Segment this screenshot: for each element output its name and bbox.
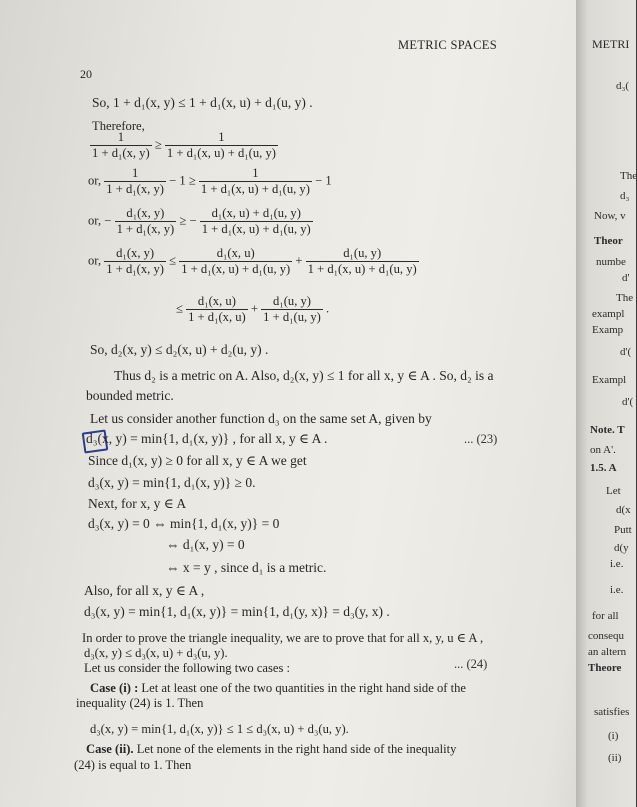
adjacent-line: d₃ — [620, 190, 630, 202]
adjacent-line: Now, v — [594, 210, 626, 222]
numerator: d₁(x, y) — [116, 246, 155, 260]
case-label: Case (i) : — [90, 681, 139, 695]
equation-line: ⇔ x = y , since d₁ is a metric. — [166, 560, 327, 575]
adjacent-line: d₃( — [616, 80, 629, 92]
adjacent-line: 1.5. A — [590, 462, 617, 474]
equation-tag: ... (23) — [464, 432, 498, 446]
equation-line: So, 1 + d₁(x, y) ≤ 1 + d₁(x, u) + d₁(u, y) . — [92, 95, 313, 110]
case-text: Let at least one of the two quantities in the right hand side of the — [141, 681, 466, 695]
adjacent-line: Exampl — [592, 374, 627, 386]
denominator: 1 + d₁(x, u) + d₁(u, y) — [200, 182, 310, 196]
denominator: 1 + d₁(x, u) + d₁(u, y) — [181, 262, 291, 276]
numerator: d₁(x, y) — [126, 206, 165, 220]
relation: ≤ — [176, 301, 183, 316]
text-line: Also, for all x, y ∈ A , — [84, 583, 205, 598]
adjacent-line: d'( — [622, 396, 634, 408]
adjacent-line: Theor — [594, 235, 623, 247]
plus: + — [250, 301, 259, 316]
equation-line: So, d₂(x, y) ≤ d₂(x, u) + d₂(u, y) . — [90, 342, 269, 357]
running-header: METRIC SPACES — [398, 38, 497, 52]
adjacent-line: (i) — [608, 730, 619, 742]
adjacent-line: Examp — [592, 324, 624, 336]
equation-line: d₃(x, y) = min{1, d₁(x, y)} ≥ 0. — [88, 475, 256, 490]
adjacent-line: d(x — [616, 504, 631, 516]
adjacent-line: on A'. — [590, 444, 616, 456]
numerator: d₁(u, y) — [273, 294, 311, 308]
adjacent-line: i.e. — [610, 558, 624, 570]
adjacent-page — [576, 0, 636, 807]
numerator: 1 — [218, 130, 225, 144]
equation-line — [88, 246, 419, 277]
denominator: 1 + d₁(x, u) + d₁(u, y) — [307, 262, 417, 276]
suffix: − 1 — [315, 173, 332, 188]
adjacent-line: d' — [622, 272, 630, 284]
adjacent-line: Putt — [614, 524, 632, 536]
equation-line — [176, 294, 329, 325]
period: . — [326, 301, 330, 316]
adjacent-line: Let — [606, 485, 621, 497]
equation-line: d₃(x, y) = 0 ⇔ min{1, d₁(x, y)} = 0 — [88, 516, 280, 531]
sign: − — [104, 213, 112, 228]
adjacent-line: an altern — [588, 646, 627, 658]
case-label: Case (ii). — [86, 742, 134, 756]
page-number: 20 — [80, 67, 92, 81]
text-line: Therefore, — [92, 119, 145, 133]
adjacent-line: d(y — [614, 542, 629, 554]
text-line: (24) is equal to 1. Then — [74, 758, 192, 772]
numerator: 1 — [252, 166, 259, 180]
numerator: d₁(x, u) — [197, 294, 236, 308]
adjacent-line: The — [616, 292, 634, 304]
text-line: In order to prove the triangle inequality, we are to prove that for all x, y, u ∈ A , — [82, 631, 484, 645]
adjacent-line: consequ — [588, 630, 625, 642]
denominator: 1 + d₁(x, y) — [116, 222, 175, 236]
numerator: d₁(u, y) — [343, 246, 382, 260]
numerator: d₁(x, u) — [216, 246, 255, 260]
plus: + — [295, 253, 303, 268]
denominator: 1 + d₁(x, u) + d₁(u, y) — [201, 222, 311, 236]
denominator: 1 + d₁(u, y) — [263, 310, 321, 324]
text-line: Let us consider the following two cases : — [84, 661, 291, 675]
adjacent-line: numbe — [596, 256, 626, 268]
adjacent-line: Note. T — [590, 424, 625, 436]
equation-line: d₃(x, y) = min{1, d₁(x, y)} ≤ 1 ≤ d₃(x, u) + d₃(u, y). — [90, 722, 349, 736]
relation: − 1 ≥ — [169, 173, 196, 188]
prefix: or, — [88, 253, 102, 268]
denominator: 1 + d₁(x, y) — [106, 262, 164, 276]
equation-line: ⇔ d₁(x, y) = 0 — [166, 537, 245, 552]
denominator: 1 + d₁(x, y) — [106, 182, 164, 196]
text-line — [86, 742, 456, 757]
adjacent-header: METRI — [592, 37, 630, 51]
numerator: d₁(x, u) + d₁(u, y) — [211, 206, 301, 220]
adjacent-line: The — [620, 170, 637, 182]
relation: ≤ — [169, 253, 177, 268]
text-line: inequality (24) is 1. Then — [76, 696, 204, 710]
equation-line: d₃(x, y) = min{1, d₁(x, y)} , for all x, y ∈ A . — [86, 431, 328, 446]
denominator: 1 + d₁(x, u) + d₁(u, y) — [166, 146, 276, 160]
denominator: 1 + d₁(x, u) — [188, 310, 246, 324]
case-text: Let none of the elements in the right hand side of the inequality — [136, 742, 457, 756]
numerator: 1 — [117, 130, 124, 144]
equation-tag: ... (24) — [454, 657, 488, 671]
text-line: Next, for x, y ∈ A — [88, 496, 187, 511]
equation-line — [88, 206, 313, 237]
text-line — [90, 681, 466, 696]
equation-line — [88, 166, 332, 197]
text-line: Let us consider another function d₃ on the same set A, given by — [90, 411, 432, 426]
prefix: or, — [88, 213, 102, 228]
text-line: bounded metric. — [86, 388, 174, 403]
adjacent-line: d'( — [620, 346, 632, 358]
text-line: Thus d₂ is a metric on A. Also, d₂(x, y) ≤ 1 for all x, y ∈ A . So, d₂ is a — [114, 368, 494, 383]
adjacent-line: for all — [592, 610, 619, 622]
equation-line: d₃(x, y) = min{1, d₁(x, y)} = min{1, d₁(y, x)} = d₃(y, x) . — [84, 604, 390, 619]
relation: ≥ − — [179, 213, 197, 228]
equation-line: d₃(x, y) ≤ d₃(x, u) + d₃(u, y). — [84, 646, 228, 660]
text-line: Since d₁(x, y) ≥ 0 for all x, y ∈ A we get — [88, 453, 307, 468]
equation-line — [90, 130, 278, 161]
adjacent-line: i.e. — [610, 584, 624, 596]
prefix: or, — [88, 173, 102, 188]
adjacent-line: (ii) — [608, 752, 622, 764]
adjacent-line: satisfies — [594, 706, 630, 718]
relation: ≥ — [154, 137, 162, 152]
numerator: 1 — [131, 166, 139, 180]
adjacent-line: Theore — [588, 662, 622, 674]
adjacent-line: exampl — [592, 308, 625, 320]
denominator: 1 + d₁(x, y) — [92, 146, 150, 160]
